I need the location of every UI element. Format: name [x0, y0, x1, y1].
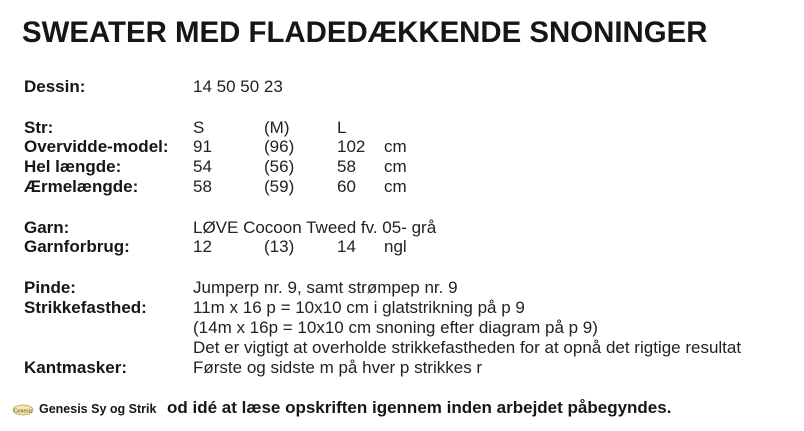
measure-value: 102: [337, 137, 366, 156]
footer-note: od idé at læse opskriften igennem inden arbejdet påbegyndes.: [167, 398, 672, 417]
kantmasker-label: Kantmasker:: [24, 358, 127, 377]
measure-value: (96): [264, 137, 295, 156]
footer-brand: Genesis Sy og Strik: [39, 402, 157, 416]
measure-value: (59): [264, 177, 295, 196]
measure-value: 54: [193, 157, 212, 176]
measure-value: 58: [193, 177, 212, 196]
measure-value: 58: [337, 157, 356, 176]
garn-value: LØVE Cocoon Tweed fv. 05- grå: [193, 218, 437, 237]
measure-label-overvidde: Overvidde-model:: [24, 137, 169, 156]
measure-value: (56): [264, 157, 295, 176]
garnforbrug-value: 12: [193, 237, 212, 256]
strikkefasthed-line: Det er vigtigt at overholde strikkefastheden for at opnå det rigtige resultat: [193, 338, 742, 357]
size-l: L: [337, 118, 347, 137]
garnforbrug-value: (13): [264, 237, 295, 256]
svg-text:Genesis: Genesis: [13, 408, 33, 415]
size-s: S: [193, 118, 205, 137]
dessin-value: 14 50 50 23: [193, 77, 283, 96]
measure-value: 60: [337, 177, 356, 196]
size-m: (M): [264, 118, 290, 137]
page-title: SWEATER MED FLADEDÆKKENDE SNONINGER: [22, 16, 708, 49]
kantmasker-value: Første og sidste m på hver p strikkes r: [193, 358, 483, 377]
measure-unit: cm: [384, 137, 407, 156]
garnforbrug-value: 14: [337, 237, 356, 256]
genesis-logo: [12, 403, 34, 417]
measure-label-laengde: Hel længde:: [24, 157, 122, 176]
strikkefasthed-line: (14m x 16p = 10x10 cm snoning efter diagram på p 9): [193, 318, 598, 337]
measure-unit: cm: [384, 177, 407, 196]
dessin-label: Dessin:: [24, 77, 86, 96]
measure-unit: cm: [384, 157, 407, 176]
garnforbrug-unit: ngl: [384, 237, 407, 256]
pinde-label: Pinde:: [24, 278, 76, 297]
measure-label-aermelaengde: Ærmelængde:: [24, 177, 139, 196]
measure-value: 91: [193, 137, 212, 156]
size-label: Str:: [24, 118, 54, 137]
garn-label: Garn:: [24, 218, 70, 237]
garnforbrug-label: Garnforbrug:: [24, 237, 130, 256]
pinde-value: Jumperp nr. 9, samt strømpep nr. 9: [193, 278, 458, 297]
strikkefasthed-line: 11m x 16 p = 10x10 cm i glatstrikning på p 9: [193, 298, 525, 317]
strikkefasthed-label: Strikkefasthed:: [24, 298, 147, 317]
